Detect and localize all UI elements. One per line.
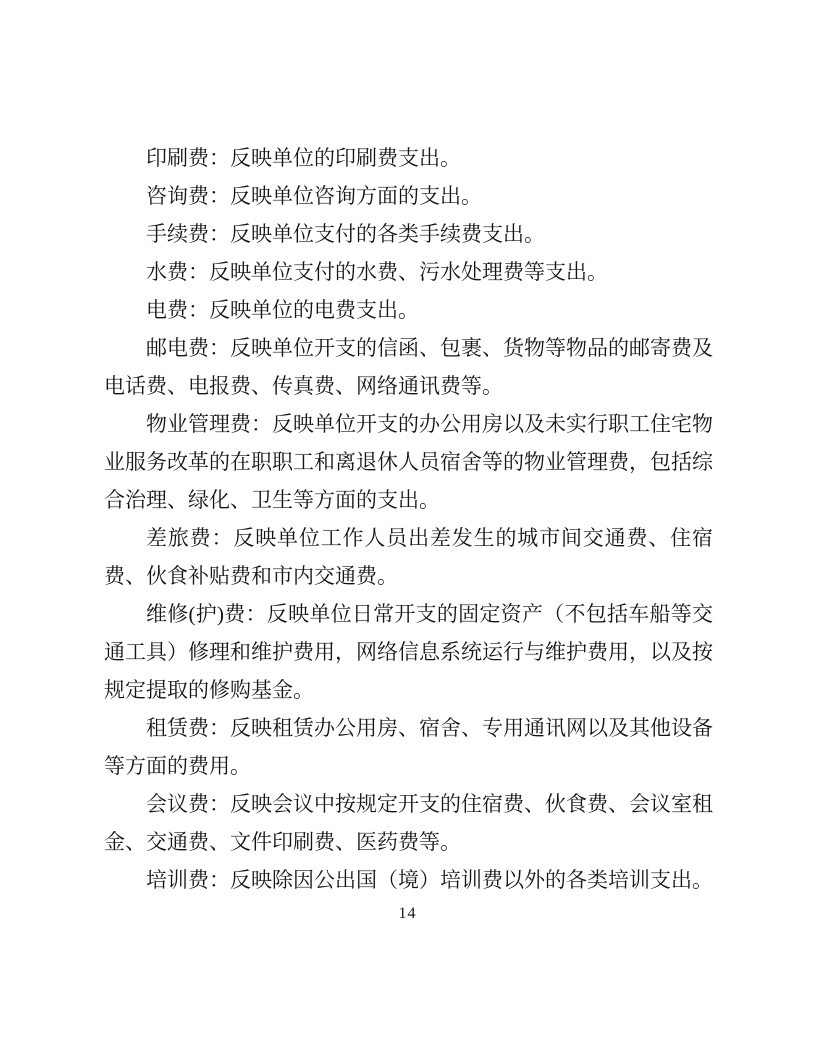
paragraph: 印刷费：反映单位的印刷费支出。: [146, 146, 461, 170]
paragraph: 培训费：反映除因公出国（境）培训费以外的各类培训支出。: [146, 868, 713, 892]
paragraph: 邮电费：反映单位开支的信函、包裹、货物等物品的邮寄费及电话费、电报费、传真费、网络通讯费等。: [104, 336, 713, 398]
paragraph: 手续费：反映单位支付的各类手续费支出。: [146, 222, 545, 246]
paragraph: 咨询费：反映单位咨询方面的支出。: [146, 184, 482, 208]
page-number: 14: [398, 905, 417, 922]
paragraph: 租赁费：反映租赁办公用房、宿舍、专用通讯网以及其他设备等方面的费用。: [104, 716, 713, 778]
paragraph: 会议费：反映会议中按规定开支的住宿费、伙食费、会议室租金、交通费、文件印刷费、医药费等。: [104, 792, 713, 854]
paragraph: 维修(护)费：反映单位日常开支的固定资产（不包括车船等交通工具）修理和维护费用，网络信息系统运行与维护费用，以及按规定提取的修购基金。: [104, 602, 713, 702]
paragraph: 电费：反映单位的电费支出。: [146, 298, 419, 322]
document-body: [104, 139, 713, 899]
paragraph: 物业管理费：反映单位开支的办公用房以及未实行职工住宅物业服务改革的在职职工和离退休人员宿舍等的物业管理费，包括综合治理、绿化、卫生等方面的支出。: [104, 412, 713, 512]
page-footer: [0, 903, 815, 925]
paragraph: 水费：反映单位支付的水费、污水处理费等支出。: [146, 260, 608, 284]
paragraph: 差旅费：反映单位工作人员出差发生的城市间交通费、住宿费、伙食补贴费和市内交通费。: [104, 526, 713, 588]
